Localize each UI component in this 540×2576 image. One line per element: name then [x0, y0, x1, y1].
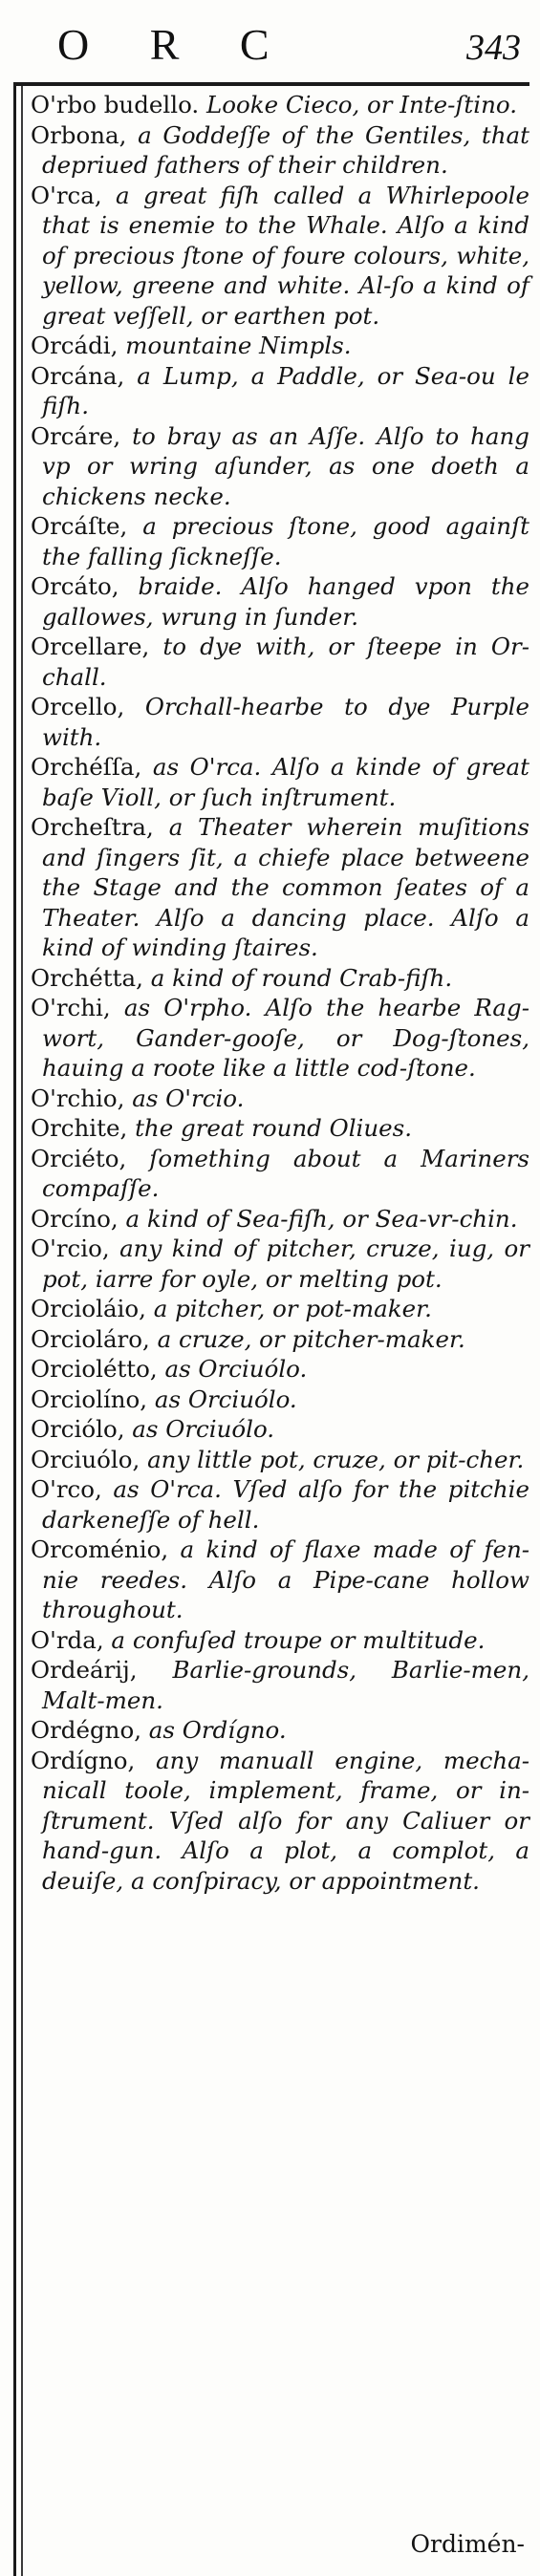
dictionary-entry: [31, 1084, 529, 1114]
dictionary-entry: [31, 1535, 529, 1625]
entry-headword: Orcellare,: [31, 633, 150, 660]
running-head: O R C: [57, 20, 294, 69]
dictionary-entry: [31, 632, 529, 692]
entry-definition: mountaine Nimpls.: [125, 332, 352, 359]
entry-headword: Ordígno,: [31, 1746, 136, 1774]
entry-headword: Orcána,: [31, 361, 125, 390]
entry-definition: Orchall-hearbe to dye Purple with.: [42, 693, 530, 751]
entry-headword: Orcoménio,: [31, 1535, 169, 1563]
entry-definition: a kind of Sea-fiſh, or Sea-vr-chin.: [125, 1204, 518, 1233]
dictionary-entry: [31, 1445, 529, 1475]
entry-headword: Orcáre,: [31, 421, 121, 450]
entry-headword: Orbona,: [31, 120, 127, 149]
entry-headword: Orchite,: [31, 1114, 128, 1142]
page-header: [0, 0, 540, 84]
entry-definition: braide. Alſo hanged vpon the gallowes, wrung in ſunder.: [42, 572, 529, 631]
dictionary-entry: [31, 752, 529, 812]
dictionary-entry: [31, 361, 529, 421]
dictionary-entry: [31, 993, 529, 1084]
entry-list: [31, 90, 529, 1896]
entry-headword: Orcioláio,: [31, 1295, 146, 1322]
entry-headword: Orcáto,: [31, 572, 119, 600]
entry-definition: the great round Oliues.: [135, 1114, 413, 1142]
entry-headword: O'rco,: [31, 1475, 102, 1503]
entry-headword: Ordégno,: [31, 1716, 141, 1744]
entry-headword: O'rca,: [31, 181, 102, 209]
dictionary-entry: [31, 1144, 529, 1204]
entry-definition: any little pot, cruze, or pit-cher.: [147, 1445, 525, 1473]
dictionary-entry: [31, 120, 529, 181]
entry-definition: a precious ſtone, good againſt the falling ſickneſſe.: [42, 512, 529, 570]
entry-definition: as O'rcio.: [132, 1084, 245, 1112]
entry-definition: as Orciuólo.: [164, 1355, 308, 1383]
entry-headword: Orcello,: [31, 693, 125, 720]
dictionary-entry: [31, 421, 529, 512]
dictionary-entry: [31, 511, 529, 571]
dictionary-entry: [31, 571, 529, 632]
entry-definition: as O'rca. Alſo a kinde of great baſe Violl, or ſuch inſtrument.: [42, 753, 529, 811]
dictionary-entry: [31, 1113, 529, 1144]
entry-headword: Orciolíno,: [31, 1385, 148, 1413]
entry-definition: a kind of round Crab-fiſh.: [150, 963, 453, 992]
entry-definition: as O'rca. Vſed alſo for the pitchie darkeneſſe of hell.: [42, 1475, 529, 1534]
entry-definition: Looke Cieco, or Inte-ſtino.: [205, 91, 517, 118]
entry-definition: to bray as an Aſſe. Alſo to hang vp or wring aſunder, as one doeth a chickens necke.: [42, 421, 529, 510]
dictionary-entry: [31, 331, 529, 361]
dictionary-entry: [31, 1294, 529, 1324]
entry-headword: Orciólo,: [31, 1415, 125, 1443]
entry-definition: as O'rpho. Alſo the hearbe Rag-wort, Gander-gooſe, or Dog-ſtones, hauing a roote like a little cod-ſtone.: [42, 994, 529, 1082]
entry-definition: a confuſed troupe or multitude.: [111, 1625, 486, 1654]
entry-definition: any kind of pitcher, cruze, iug, or pot, iarre for oyle, or melting pot.: [42, 1234, 529, 1293]
entry-headword: O'rcio,: [31, 1234, 110, 1262]
entry-headword: Orcioláro,: [31, 1324, 150, 1353]
entry-headword: O'rchio,: [31, 1084, 125, 1112]
entry-definition: a pitcher, or pot-maker.: [153, 1295, 432, 1322]
dictionary-entry: [31, 692, 529, 752]
entry-definition: a kind of flaxe made of fen-nie reedes. Alſo a Pipe-cane hollow throughout.: [42, 1535, 529, 1623]
dictionary-entry: [31, 181, 529, 332]
entry-definition: to dye with, or ſteepe in Or-chall.: [42, 633, 529, 691]
entry-headword: Ordeárij,: [31, 1656, 138, 1684]
entry-headword: Orcíno,: [31, 1204, 119, 1233]
entry-headword: Orcáſte,: [31, 512, 128, 540]
catchword: Ordimén-: [410, 2530, 525, 2558]
header-rule: [13, 82, 529, 86]
entry-headword: Orciuólo,: [31, 1445, 140, 1473]
entry-headword: Orcheſtra,: [31, 813, 154, 841]
entry-headword: O'rda,: [31, 1625, 104, 1654]
dictionary-entry: [31, 963, 529, 994]
entry-headword: O'rbo budello.: [31, 91, 200, 118]
dictionary-entry: [31, 1625, 529, 1656]
dictionary-entry: [31, 1234, 529, 1294]
entry-definition: as Ordígno.: [148, 1716, 287, 1744]
entry-headword: O'rchi,: [31, 994, 111, 1021]
entry-definition: any manuall engine, mecha-nicall toole, implement, frame, or in-ſtrument. Vſed alſo for any Caliuer or hand-gun. Alſo a plot, a complot, a deuiſe, a conſpiracy, or appointment.: [42, 1746, 529, 1895]
entry-definition: a cruze, or pitcher-maker.: [157, 1324, 465, 1353]
entry-definition: a Lump, a Paddle, or Sea-ou le fiſh.: [42, 361, 529, 419]
entry-definition: as Orciuólo.: [154, 1385, 297, 1413]
dictionary-entry: [31, 90, 529, 120]
dictionary-entry: [31, 1204, 529, 1234]
column-rule-outer: [13, 82, 16, 2576]
column-rule-inner: [21, 86, 23, 2576]
dictionary-entry: [31, 1324, 529, 1355]
dictionary-entry: [31, 1715, 529, 1746]
entry-definition: ſomething about a Mariners compaſſe.: [42, 1144, 529, 1202]
entry-definition: Barlie-grounds, Barlie-men, Malt-men.: [42, 1656, 529, 1714]
dictionary-entry: [31, 1655, 529, 1715]
entry-definition: a great fiſh called a Whirlepoole that is enemie to the Whale. Alſo a kind of precious ſtone of foure colours, white, yellow, greene and white. Al-ſo a kind of great veſſell, or earthen pot.: [42, 181, 529, 330]
dictionary-entry: [31, 1474, 529, 1535]
entry-definition: a Theater wherein muſitions and ſingers ſit, a chiefe place betweene the Stage and the common ſeates of a Theater. Alſo a dancing place. Alſo a kind of winding ſtaires.: [42, 813, 529, 961]
dictionary-entry: [31, 1385, 529, 1415]
page-number: 343: [466, 28, 521, 68]
entry-headword: Orciéto,: [31, 1144, 127, 1172]
dictionary-entry: [31, 1414, 529, 1445]
dictionary-entry: [31, 1354, 529, 1385]
entry-headword: Orciolétto,: [31, 1355, 158, 1383]
entry-headword: Orcádi,: [31, 332, 119, 359]
entry-definition: as Orciuólo.: [132, 1415, 275, 1443]
dictionary-entry: [31, 812, 529, 963]
entry-definition: a Goddeſſe of the Gentiles, that depriued fathers of their children.: [42, 120, 529, 179]
entry-headword: Orchétta,: [31, 963, 143, 992]
entry-headword: Orchéſſa,: [31, 753, 142, 781]
dictionary-entry: [31, 1746, 529, 1897]
